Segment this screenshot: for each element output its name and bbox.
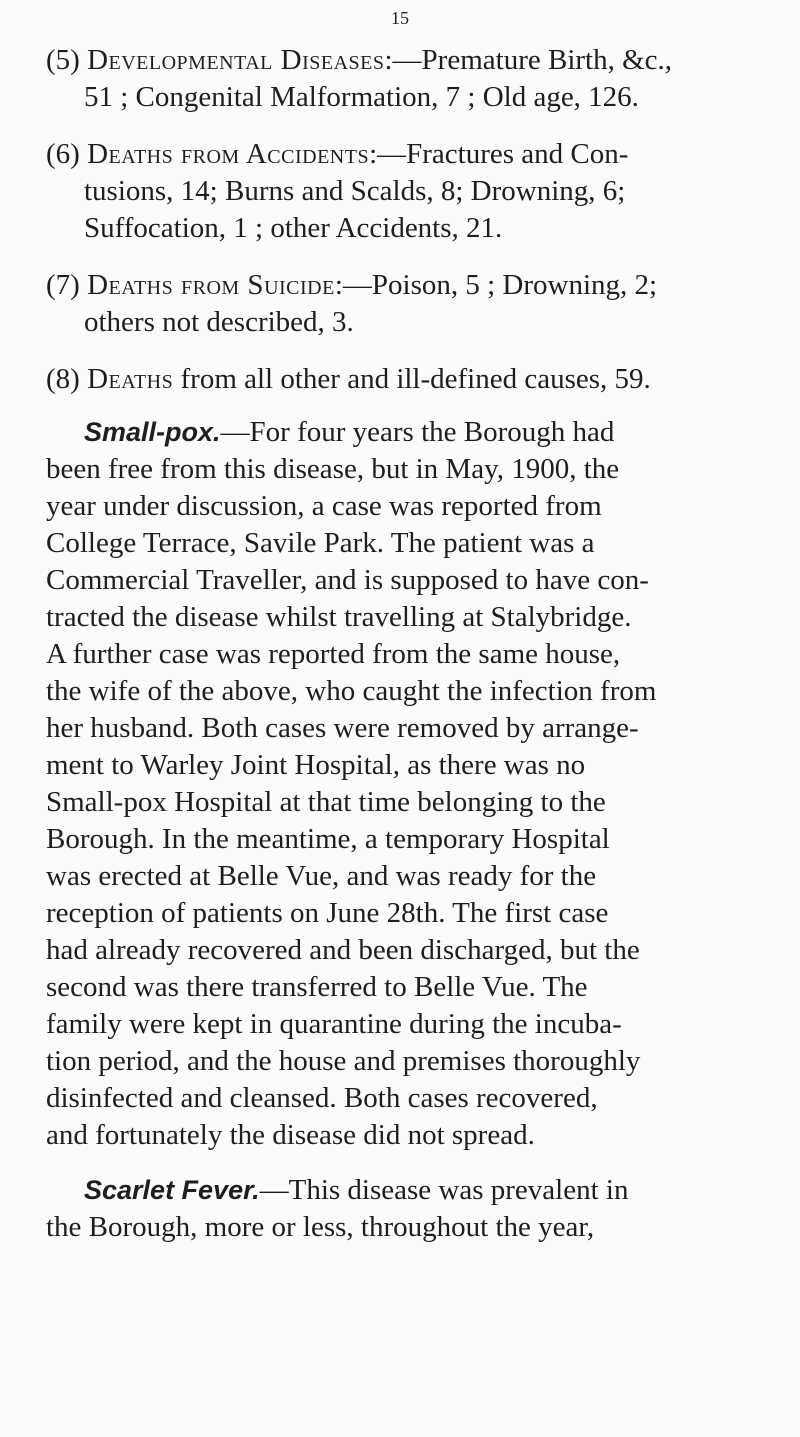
paragraph-line: family were kept in quarantine during the incuba- [46, 1008, 622, 1040]
entry-developmental-diseases [46, 42, 766, 116]
entry-line: Suffocation, 1 ; other Accidents, 21. [84, 212, 503, 244]
paragraph-line: year under discussion, a case was reported from [46, 490, 602, 522]
scarlet-fever-paragraph [46, 1172, 766, 1246]
entry-line [46, 361, 766, 398]
paragraph-line: Small-pox Hospital at that time belonging to the [46, 786, 606, 818]
page-number: 15 [391, 8, 409, 28]
paragraph-line: second was there transferred to Belle Vue. The [46, 971, 588, 1003]
paragraph-line: Borough. In the meantime, a temporary Hospital [46, 823, 610, 855]
scarlet-fever-heading: Scarlet Fever. [84, 1175, 260, 1205]
smallpox-paragraph [46, 414, 766, 1154]
entry-line: tusions, 14; Burns and Scalds, 8; Drowning, 6; [84, 175, 626, 207]
paragraph-line: tion period, and the house and premises thoroughly [46, 1045, 641, 1077]
entry-number: (7) [46, 269, 80, 301]
entry-text: :—Premature Birth, &c., [384, 44, 673, 76]
paragraph-line: College Terrace, Savile Park. The patient was a [46, 527, 595, 559]
paragraph-text: —For four years the Borough had [220, 416, 615, 448]
paragraph-line: her husband. Both cases were removed by arrange- [46, 712, 639, 744]
entry-heading: Deaths from Suicide [87, 269, 335, 301]
entry-heading: Deaths [87, 363, 174, 395]
entry-number: (8) [46, 363, 80, 395]
entry-line [46, 267, 766, 304]
paragraph-line: the Borough, more or less, throughout the year, [46, 1211, 595, 1243]
paragraph-line: reception of patients on June 28th. The first case [46, 897, 609, 929]
paragraph-line: Commercial Traveller, and is supposed to have con- [46, 564, 649, 596]
document-body [46, 42, 766, 1264]
paragraph-line: was erected at Belle Vue, and was ready for the [46, 860, 597, 892]
entry-heading: Developmental Diseases [87, 44, 385, 76]
entry-heading: Deaths from Accidents [87, 138, 370, 170]
entry-text: :—Fractures and Con- [369, 138, 629, 170]
smallpox-heading: Small-pox. [84, 417, 221, 447]
entry-line: others not described, 3. [84, 306, 354, 338]
entry-line [46, 136, 766, 173]
entry-text: :—Poison, 5 ; Drowning, 2; [334, 269, 658, 301]
paragraph-line: and fortunately the disease did not spread. [46, 1119, 535, 1151]
paragraph-line [46, 1172, 766, 1209]
paragraph-line: tracted the disease whilst travelling at Stalybridge. [46, 601, 632, 633]
paragraph-line: ment to Warley Joint Hospital, as there was no [46, 749, 586, 781]
entry-deaths-other [46, 361, 766, 398]
entry-text: from all other and ill-defined causes, 59. [173, 363, 651, 395]
paragraph-line: been free from this disease, but in May, 1900, the [46, 453, 620, 485]
entry-deaths-suicide [46, 267, 766, 341]
entry-line: 51 ; Congenital Malformation, 7 ; Old age, 126. [84, 81, 639, 113]
paragraph-line: A further case was reported from the same house, [46, 638, 621, 670]
paragraph-line: the wife of the above, who caught the infection from [46, 675, 657, 707]
paragraph-text: —This disease was prevalent in [259, 1174, 629, 1206]
paragraph-line: disinfected and cleansed. Both cases recovered, [46, 1082, 598, 1114]
paragraph-line [46, 414, 766, 451]
entry-number: (5) [46, 44, 80, 76]
entry-number: (6) [46, 138, 80, 170]
paragraph-line: had already recovered and been discharged, but the [46, 934, 640, 966]
entry-deaths-accidents [46, 136, 766, 247]
entry-line [46, 42, 766, 79]
